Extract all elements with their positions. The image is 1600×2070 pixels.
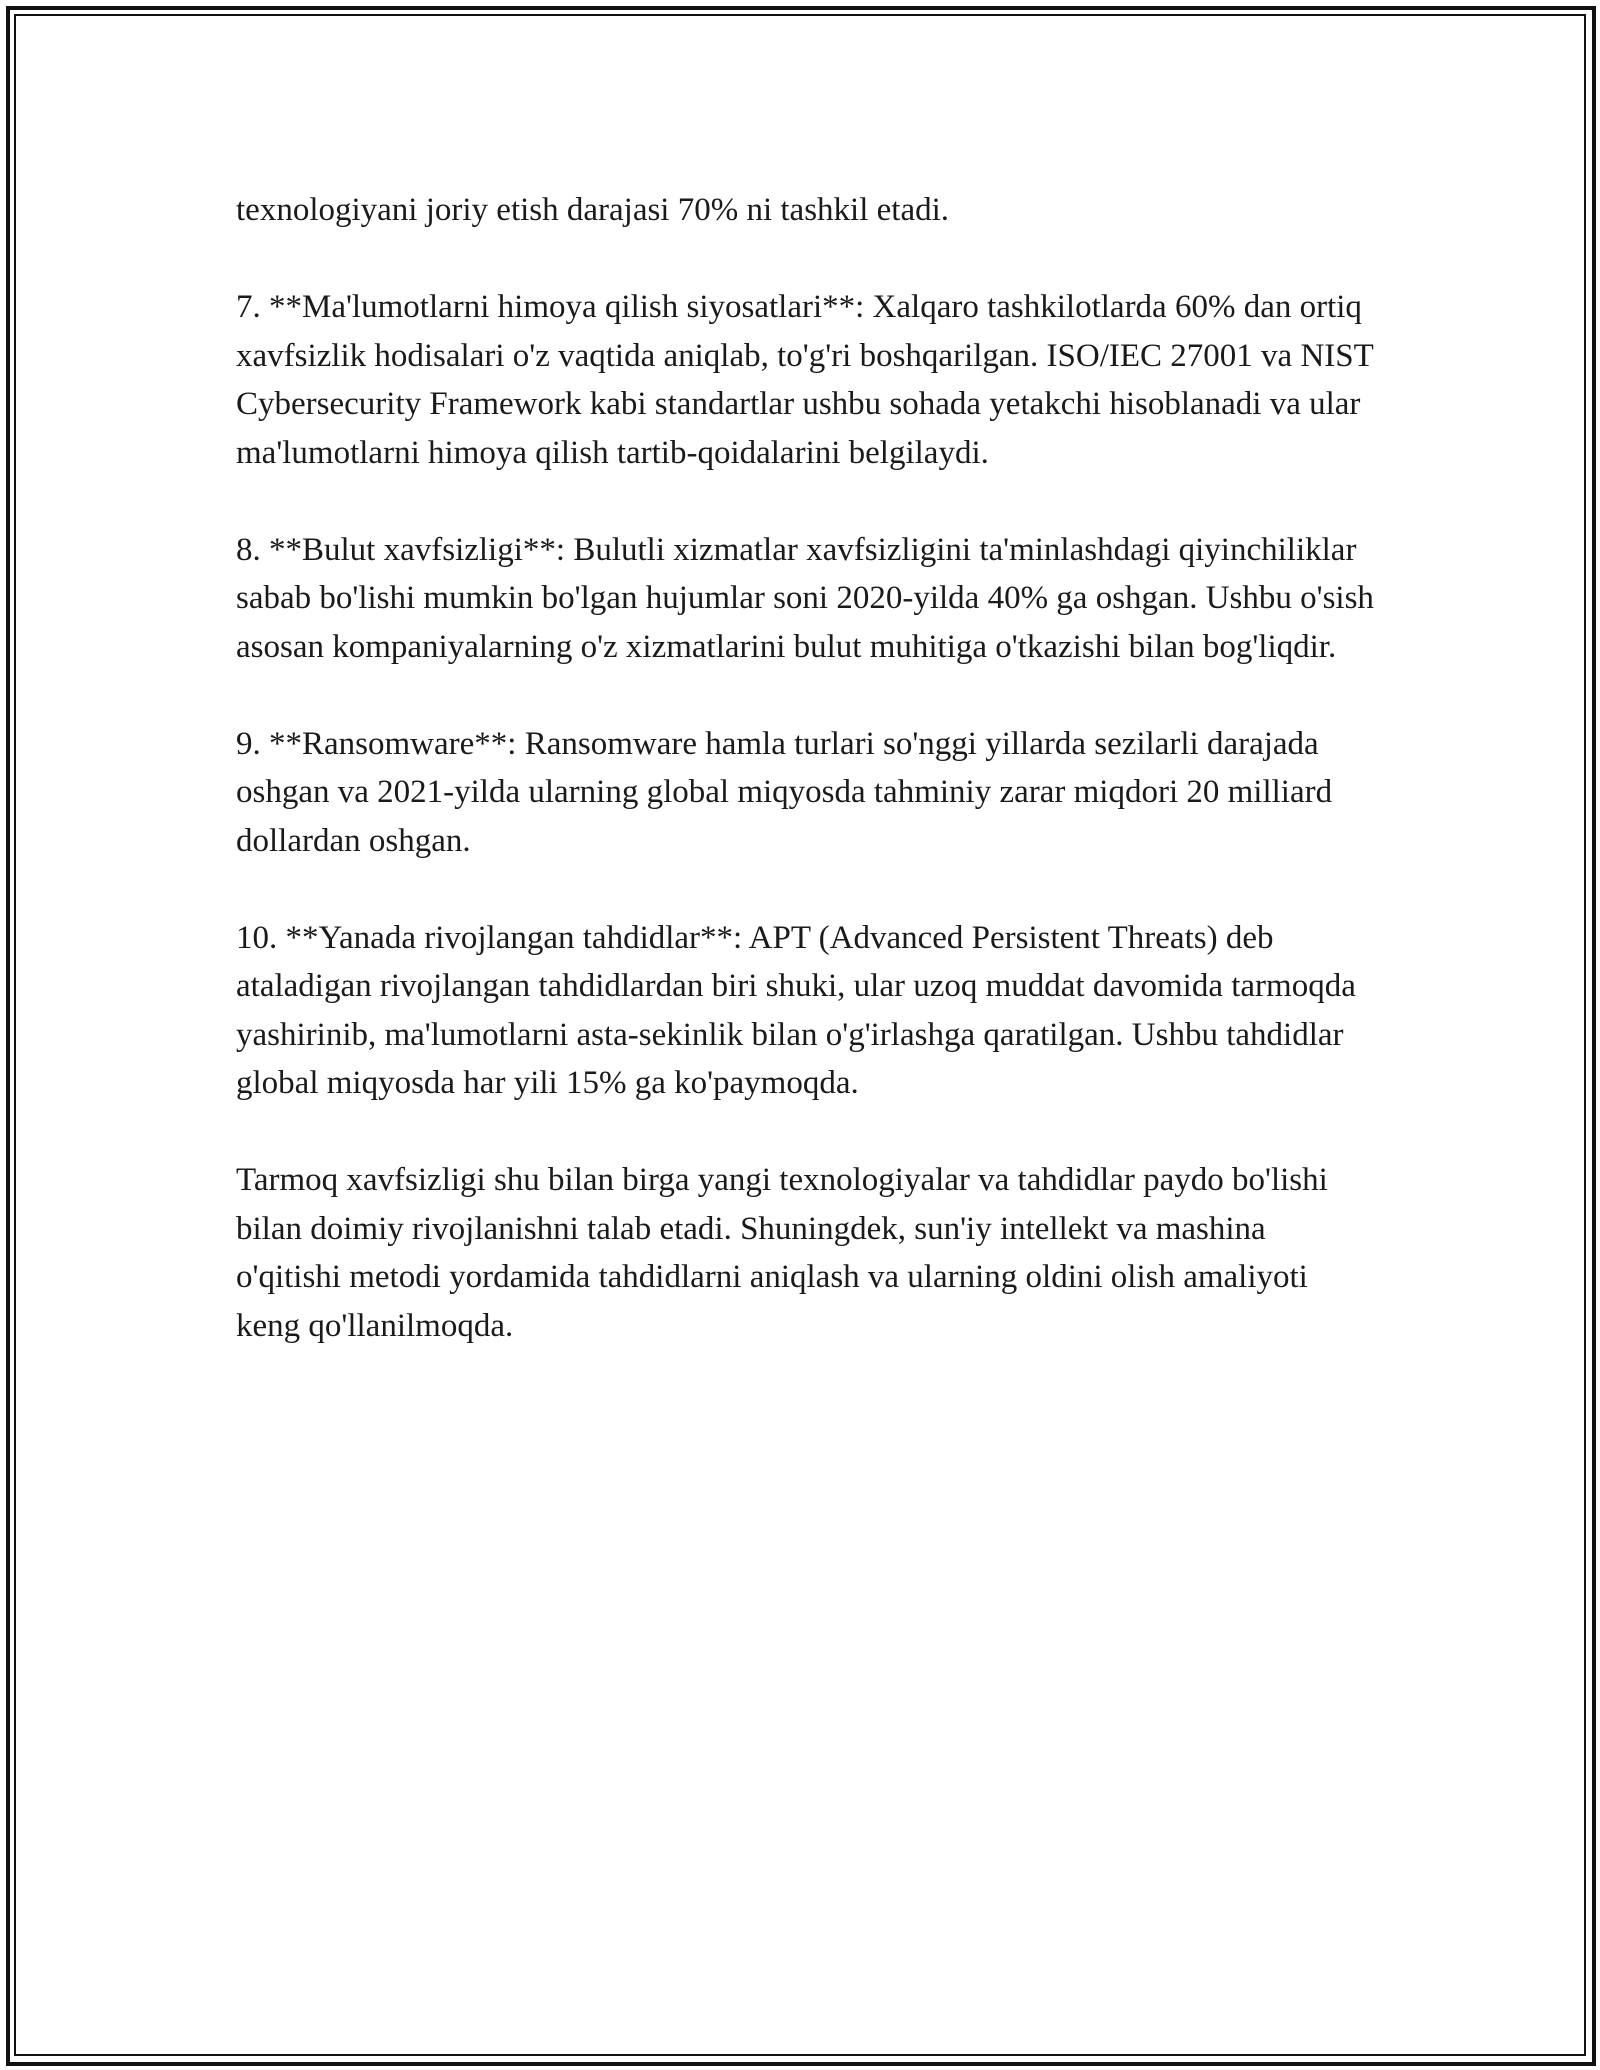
paragraph-item-10: 10. **Yanada rivojlangan tahdidlar**: APT (Advanced Persistent Threats) deb ataladigan rivojlangan tahdidlardan biri shuki, ular uzoq muddat davomida tarmoqda yashirinib, ma'lumotlarni asta-sekinlik bilan o'g'irlashga qaratilgan. Ushbu tahdidlar global miqyosda har yili 15% ga ko'paymoqda. [236, 919, 1356, 1101]
paragraph-item-8: 8. **Bulut xavfsizligi**: Bulutli xizmatlar xavfsizligini ta'minlashdagi qiyinchiliklar sabab bo'lishi mumkin bo'lgan hujumlar soni 2020-yilda 40% ga oshgan. Ushbu o'sish asosan kompaniyalarning o'z xizmatlarini bulut muhitiga o'tkazishi bilan bog'liqdir. [236, 531, 1374, 665]
document-body [236, 186, 1376, 1399]
paragraph-conclusion: Tarmoq xavfsizligi shu bilan birga yangi texnologiyalar va tahdidlar paydo bo'lishi bilan doimiy rivojlanishni talab etadi. Shuningdek, sun'iy intellekt va mashina o'qitishi metodi yordamida tahdidlarni aniqlash va ularning oldini olish amaliyoti keng qo'llanilmoqda. [236, 1162, 1328, 1344]
paragraph-item-9: 9. **Ransomware**: Ransomware hamla turlari so'nggi yillarda sezilarli darajada oshgan va 2021-yilda ularning global miqyosda tahminiy zarar miqdori 20 milliard dollardan oshgan. [236, 725, 1333, 859]
paragraph-continuation: texnologiyani joriy etish darajasi 70% ni tashkil etadi. [236, 192, 950, 228]
paragraph-item-7: 7. **Ma'lumotlarni himoya qilish siyosatlari**: Xalqaro tashkilotlarda 60% dan ortiq xavfsizlik hodisalari o'z vaqtida aniqlab, to'g'ri boshqarilgan. ISO/IEC 27001 va NIST Cybersecurity Framework kabi standartlar ushbu sohada yetakchi hisoblanadi va ular ma'lumotlarni himoya qilish tartib-qoidalarini belgilaydi. [236, 289, 1374, 471]
